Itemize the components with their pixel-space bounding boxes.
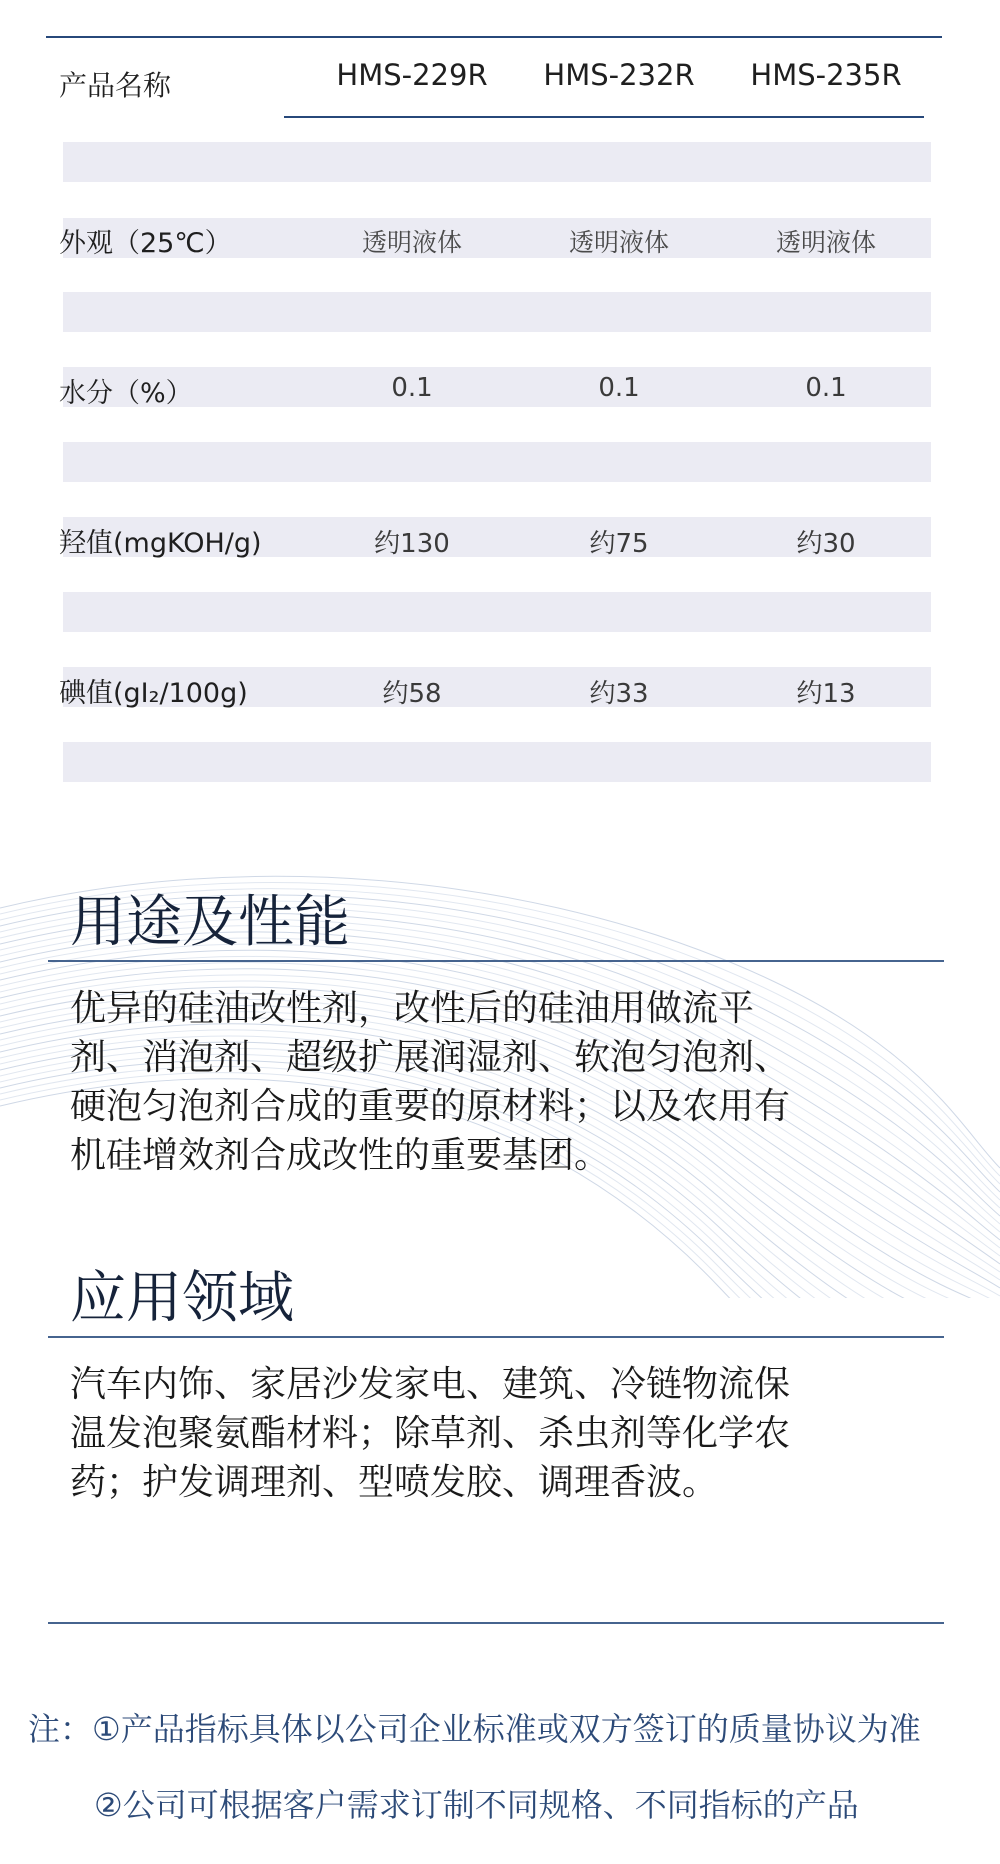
table-band [63,592,931,632]
note-line-2: ②公司可根据客户需求订制不同规格、不同指标的产品 [94,1786,859,1824]
cell: 约130 [374,529,450,559]
product-col-2: HMS-232R [543,58,695,92]
cell: 约75 [589,529,649,559]
product-col-1: HMS-229R [336,58,488,92]
table-band [63,292,931,332]
application-description [70,1360,820,1507]
product-name-header: 产品名称 [59,69,172,102]
row-label-iodine: 碘值(gI₂/100g) [59,678,248,709]
header-underline [284,116,924,118]
cell: 0.1 [598,373,640,403]
table-band [63,442,931,482]
cell: 0.1 [805,373,847,403]
application-line: 汽车内饰、家居沙发家电、建筑、冷链物流保 [70,1364,791,1405]
cell: 透明液体 [775,228,876,257]
usage-description [70,984,820,1180]
usage-section-title: 用途及性能 [70,890,350,955]
application-line: 温发泡聚氨酯材料；除草剂、杀虫剂等化学农 [70,1413,791,1454]
row-label-appearance: 外观（25℃） [59,228,232,259]
table-top-rule [46,36,942,38]
cell: 透明液体 [361,228,462,257]
cell: 约58 [382,679,442,709]
usage-section-rule [48,960,944,962]
application-line: 药；护发调理剂、型喷发胶、调理香波。 [70,1462,719,1503]
table-band [63,142,931,182]
cell: 约30 [796,529,856,559]
footer-rule [48,1622,944,1624]
usage-line: 优异的硅油改性剂，改性后的硅油用做流平 [70,988,755,1029]
cell: 约33 [589,679,649,709]
row-label-moisture: 水分（%） [59,378,193,409]
application-section-title: 应用领域 [70,1266,294,1331]
usage-line: 硬泡匀泡剂合成的重要的原材料；以及农用有 [70,1086,791,1127]
row-label-hydroxyl: 羟值(mgKOH/g) [59,528,262,559]
table-band [63,742,931,782]
application-section-rule [48,1336,944,1338]
cell: 0.1 [391,373,433,403]
product-col-3: HMS-235R [750,58,902,92]
cell: 约13 [796,679,856,709]
usage-line: 剂、消泡剂、超级扩展润湿剂、软泡匀泡剂、 [70,1037,791,1078]
note-line-1: 注：①产品指标具体以公司企业标准或双方签订的质量协议为准 [28,1710,921,1748]
cell: 透明液体 [568,228,669,257]
usage-line: 机硅增效剂合成改性的重要基团。 [70,1135,611,1176]
